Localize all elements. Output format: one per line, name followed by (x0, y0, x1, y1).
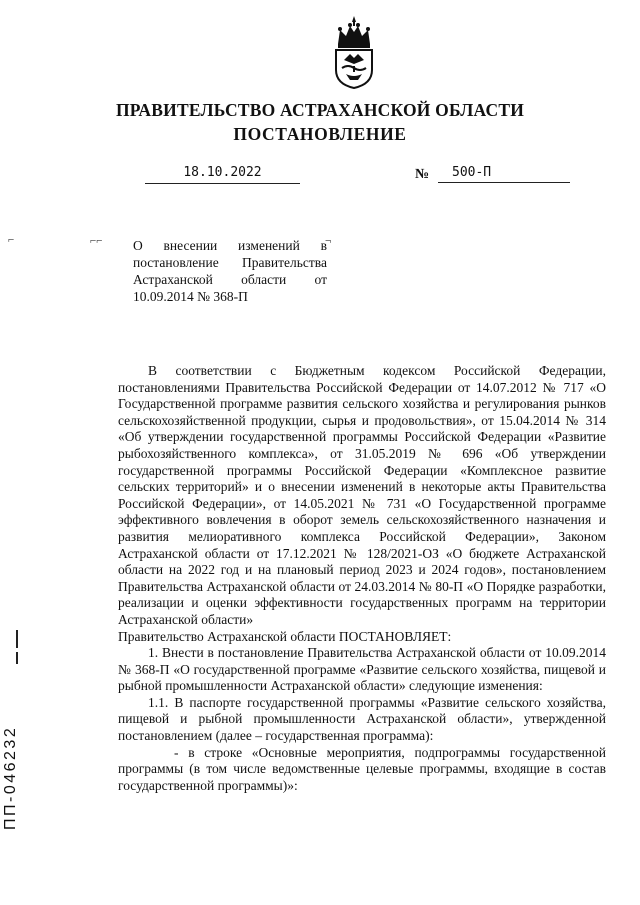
document-subject: О внесении изменений в постановление Правительства Астраханской области от 10.09.2014 № 368-П (133, 238, 327, 304)
document-type: ПОСТАНОВЛЕНИЕ (233, 124, 407, 144)
number-label: № (415, 167, 430, 182)
document-date: 18.10.2022 (145, 163, 300, 184)
document-body (118, 363, 606, 794)
margin-bar-bottom (16, 652, 18, 664)
corner-mark-subject-right: ¬ (325, 235, 332, 247)
document-number: 500-П (438, 163, 570, 183)
body-paragraph-item-bullet: - в строке «Основные мероприятия, подпрограммы государственной программы (в том числе ведомственные целевые программы, входящие в состав государственной программы)»: (118, 744, 606, 793)
body-paragraph-item-1: 1. Внести в постановление Правительства Астраханской области от 10.09.2014 № 368-П «О государственной программе «Развитие сельского хозяйства, пищевой и рыбной промышленности Астраханской области» следующие изменения: (118, 645, 606, 694)
body-paragraph-item-1-1: 1.1. В паспорте государственной программы «Развитие сельского хозяйства, пищевой и рыбной промышленности Астраханской области», утвержденной постановлением (далее – государственная программа): (118, 694, 606, 744)
corner-mark-subject-left: ⌐⌐ (90, 235, 103, 247)
registration-number: ПП-046232 (2, 725, 19, 830)
body-paragraph-resolves: Правительство Астраханской области ПОСТАНОВЛЯЕТ: (118, 628, 452, 644)
coat-of-arms-icon (330, 14, 378, 90)
corner-mark-left: ⌐ (8, 234, 15, 246)
margin-bar-top (16, 630, 18, 648)
body-paragraph-preamble: В соответствии с Бюджетным кодексом Российской Федерации, постановлениями Правительства Российской Федерации от 14.07.2012 № 717 «О Государственной программе развития сельского хозяйства и регулирования рынков сельскохозяйственной продукции, сырья и продовольствия», от 15.04.2014 № 314 «Об утверждении государственной программы Российской Федерации «Развитие рыбохозяйственного комплекса», от 31.05.2019 № 696 «Об утверждении государственной программы Российской Федерации «Комплексное развитие сельских территорий» и о внесении изменений в некоторые акты Правительства Российской Федерации», от 14.05.2021 № 731 «О Государственной программе эффективного вовлечения в оборот земель сельскохозяйственного назначения и развития мелиоративного комплекса Российской Федерации», Законом Астраханской области от 17.12.2021 № 128/2021-ОЗ «О бюджете Астраханской области на 2022 год и на плановый период 2023 и 2024 годов», постановлением Правительства Астраханской области от 24.03.2014 № 80-П «О Порядке разработки, реализации и оценки эффективности государственных программ на территории Астраханской области» (118, 363, 606, 627)
government-title: ПРАВИТЕЛЬСТВО АСТРАХАНСКОЙ ОБЛАСТИ (115, 100, 525, 120)
